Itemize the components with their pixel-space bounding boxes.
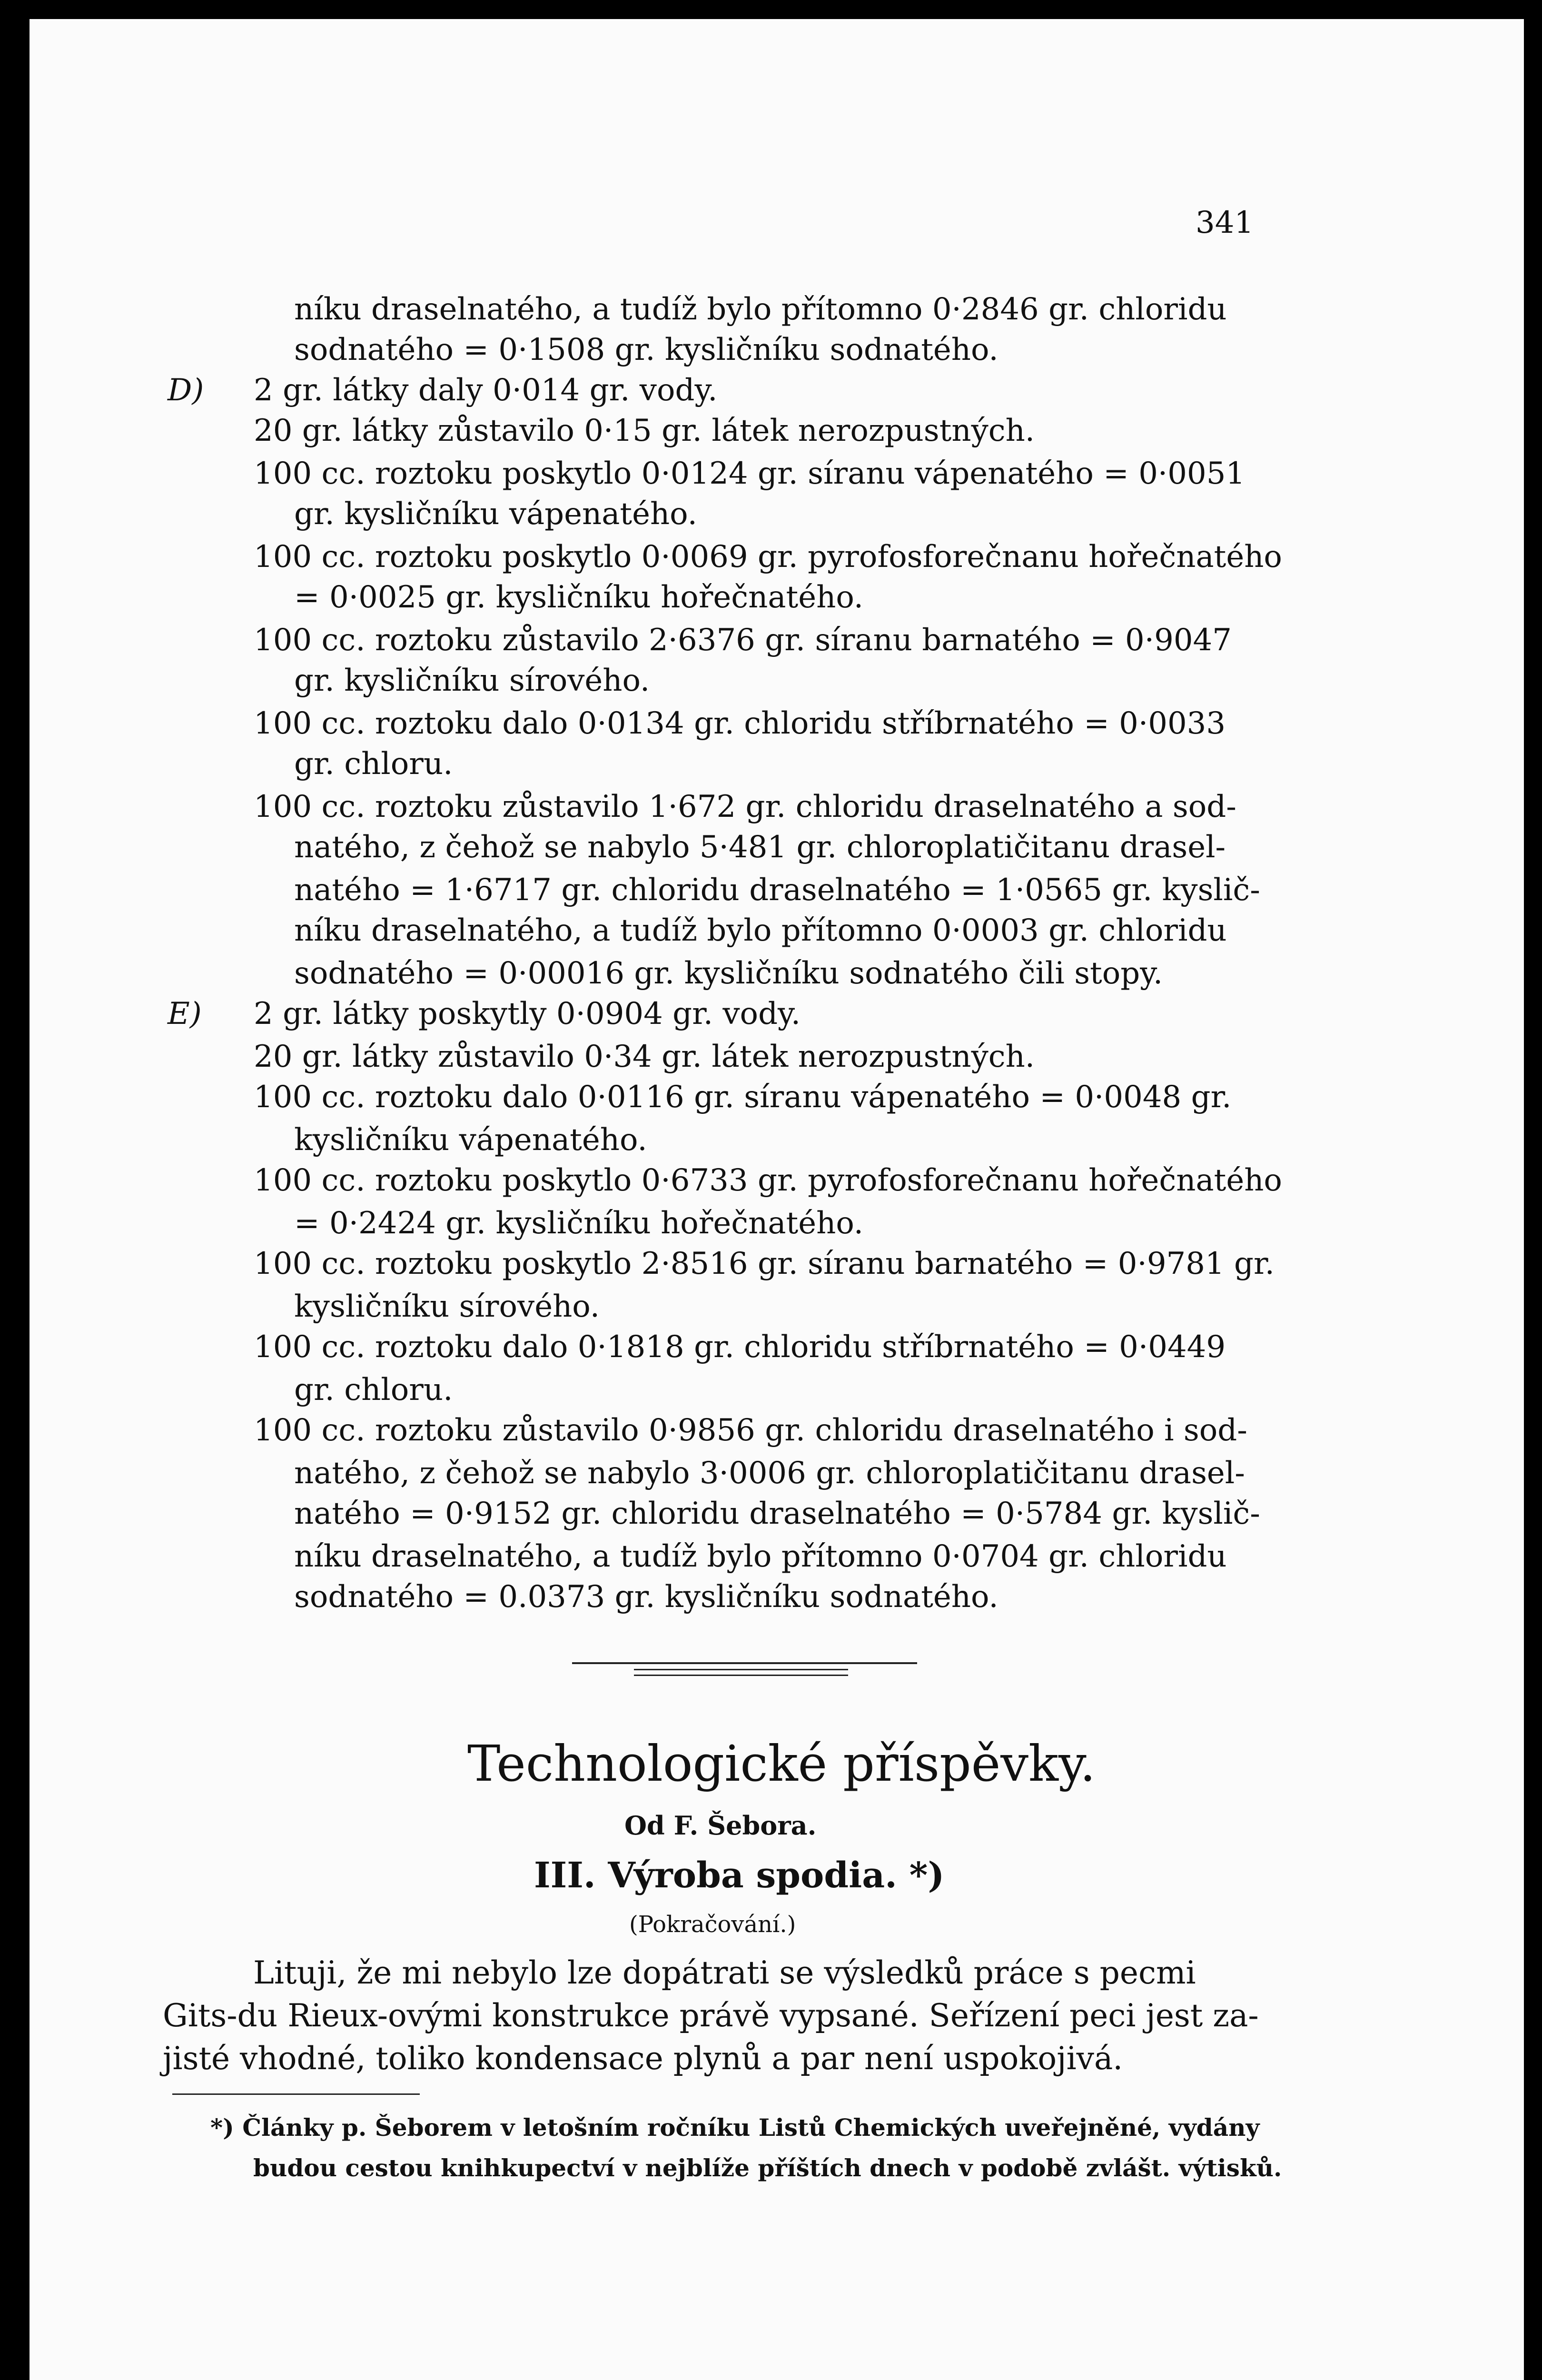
section-label-d: D) xyxy=(168,373,204,408)
analysis-line: gr. kysličníku sírového. xyxy=(294,663,650,698)
article-subtitle: III. Výroba spodia. *) xyxy=(534,1855,945,1896)
analysis-line: sodnatého = 0.0373 gr. kysličníku sodnatého. xyxy=(294,1579,998,1615)
analysis-line: 100 cc. roztoku dalo 0·0116 gr. síranu vápenatého = 0·0048 gr. xyxy=(254,1080,1232,1115)
analysis-line: níku draselnatého, a tudíž bylo přítomno 0·2846 gr. chloridu xyxy=(294,292,1227,327)
document-page xyxy=(30,19,1524,2380)
analysis-line: kysličníku sírového. xyxy=(294,1289,600,1324)
analysis-line: kysličníku vápenatého. xyxy=(294,1122,647,1158)
analysis-line: = 0·2424 gr. kysličníku hořečnatého. xyxy=(294,1206,864,1241)
analysis-line: sodnatého = 0·00016 gr. kysličníku sodnatého čili stopy. xyxy=(294,956,1163,991)
analysis-line: natého, z čehož se nabylo 5·481 gr. chloroplatičitanu drasel- xyxy=(294,830,1226,865)
analysis-line: sodnatého = 0·1508 gr. kysličníku sodnatého. xyxy=(294,332,998,367)
analysis-line: 2 gr. látky daly 0·014 gr. vody. xyxy=(254,373,718,408)
article-title: Technologické příspěvky. xyxy=(467,1735,1096,1793)
analysis-line: níku draselnatého, a tudíž bylo přítomno 0·0003 gr. chloridu xyxy=(294,913,1227,948)
analysis-line: 100 cc. roztoku poskytlo 0·0124 gr. síranu vápenatého = 0·0051 xyxy=(254,456,1245,491)
body-line: jisté vhodné, toliko kondensace plynů a par není uspokojivá. xyxy=(163,2040,1123,2077)
analysis-line: 100 cc. roztoku zůstavilo 1·672 gr. chloridu draselnatého a sod- xyxy=(254,789,1236,824)
analysis-line: 100 cc. roztoku dalo 0·1818 gr. chloridu stříbrnatého = 0·0449 xyxy=(254,1329,1226,1365)
separator-rule xyxy=(634,1669,848,1670)
analysis-line: 20 gr. látky zůstavilo 0·34 gr. látek nerozpustných. xyxy=(254,1039,1035,1074)
page-number: 341 xyxy=(1196,205,1254,240)
footnote-line: *) Články p. Šeborem v letošním ročníku Listů Chemických uveřejněné, vydány xyxy=(210,2113,1260,2142)
analysis-line: 20 gr. látky zůstavilo 0·15 gr. látek nerozpustných. xyxy=(254,413,1035,448)
analysis-line: natého = 1·6717 gr. chloridu draselnatého = 1·0565 gr. kyslič- xyxy=(294,873,1260,908)
analysis-line: natého, z čehož se nabylo 3·0006 gr. chloroplatičitanu drasel- xyxy=(294,1456,1245,1491)
body-line: Lituji, že mi nebylo lze dopátrati se výsledků práce s pecmi xyxy=(253,1954,1196,1991)
article-byline: Od F. Šebora. xyxy=(624,1810,817,1841)
analysis-line: 100 cc. roztoku zůstavilo 0·9856 gr. chloridu draselnatého i sod- xyxy=(254,1413,1247,1448)
continuation-note: (Pokračování.) xyxy=(629,1911,796,1938)
analysis-line: 100 cc. roztoku poskytlo 2·8516 gr. síranu barnatého = 0·9781 gr. xyxy=(254,1246,1275,1281)
analysis-line: gr. chloru. xyxy=(294,1372,453,1408)
analysis-line: natého = 0·9152 gr. chloridu draselnatého = 0·5784 gr. kyslič- xyxy=(294,1496,1260,1531)
footnote-rule xyxy=(172,2093,420,2095)
analysis-line: gr. chloru. xyxy=(294,746,453,782)
analysis-line: 100 cc. roztoku zůstavilo 2·6376 gr. síranu barnatého = 0·9047 xyxy=(254,623,1232,658)
body-line: Gits-du Rieux-ovými konstrukce právě vypsané. Seřízení peci jest za- xyxy=(163,1997,1259,2034)
analysis-line: 100 cc. roztoku poskytlo 0·6733 gr. pyrofosforečnanu hořečnatého xyxy=(254,1163,1282,1198)
section-label-e: E) xyxy=(168,996,202,1031)
separator-rule xyxy=(634,1675,848,1676)
separator-rule xyxy=(572,1662,917,1664)
analysis-line: gr. kysličníku vápenatého. xyxy=(294,496,697,532)
analysis-line: 100 cc. roztoku dalo 0·0134 gr. chloridu stříbrnatého = 0·0033 xyxy=(254,706,1226,741)
analysis-line: 2 gr. látky poskytly 0·0904 gr. vody. xyxy=(254,996,801,1031)
analysis-line: = 0·0025 gr. kysličníku hořečnatého. xyxy=(294,580,864,615)
analysis-line: níku draselnatého, a tudíž bylo přítomno 0·0704 gr. chloridu xyxy=(294,1539,1227,1574)
footnote-line: budou cestou knihkupectví v nejblíže příštích dnech v podobě zvlášt. výtisků. xyxy=(253,2154,1282,2182)
analysis-line: 100 cc. roztoku poskytlo 0·0069 gr. pyrofosforečnanu hořečnatého xyxy=(254,539,1282,575)
